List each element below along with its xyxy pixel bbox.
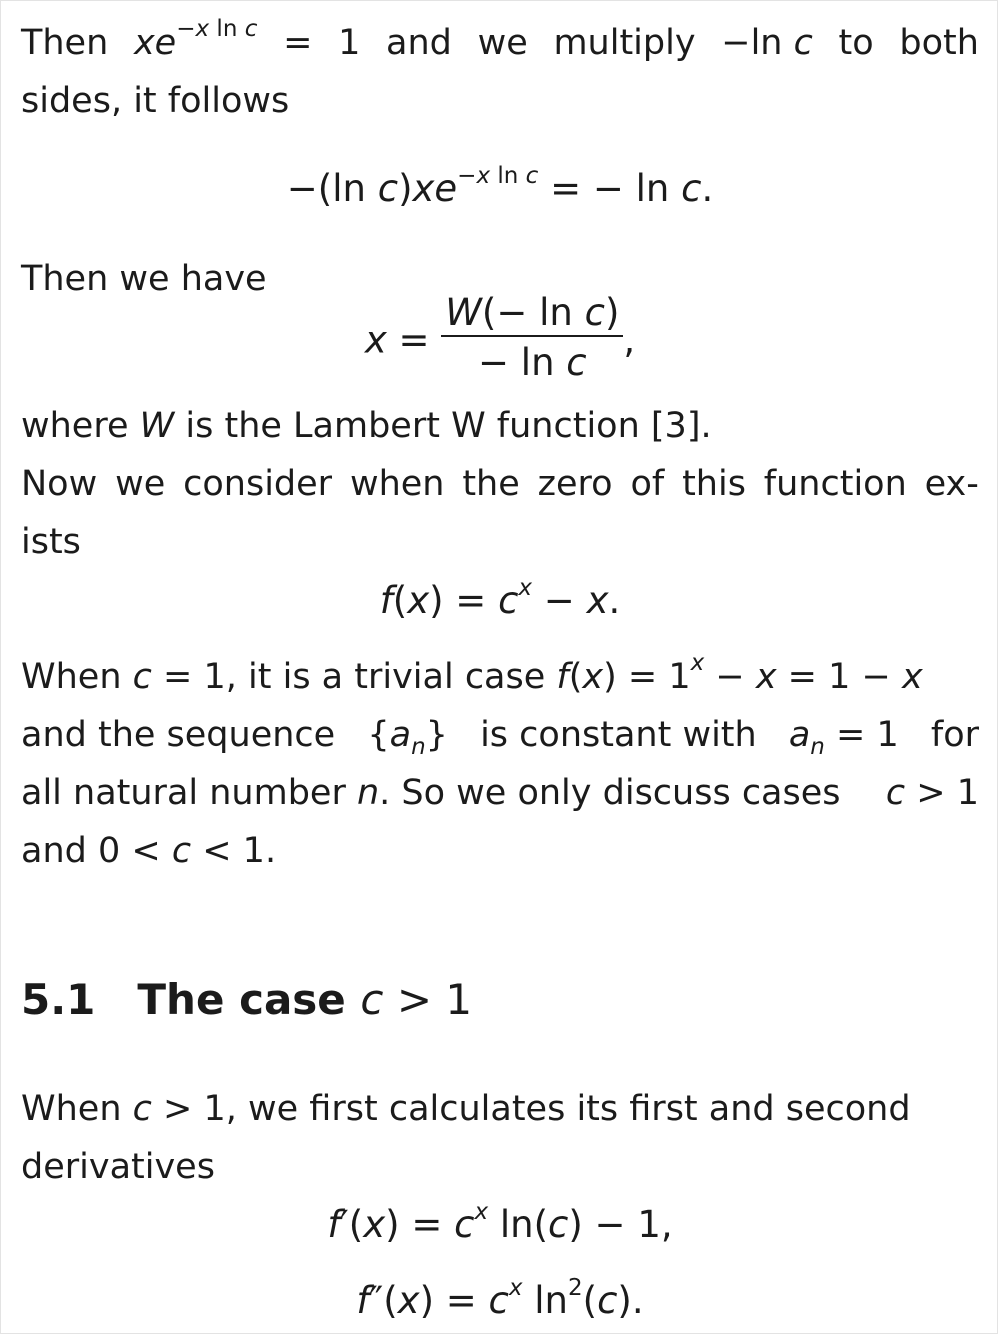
text-word: when xyxy=(349,464,445,504)
inline-math: c > 1 xyxy=(360,975,473,1024)
inline-math: c > 1 xyxy=(132,1089,226,1129)
text-word: we xyxy=(115,464,166,504)
inline-math: $a_n = 1$ xyxy=(788,715,899,760)
inline-math: c = 1 xyxy=(132,657,226,697)
text-span: for xyxy=(930,715,979,755)
display-equation: −(ln $c)xe^{-x ln c}$ = − ln c. xyxy=(286,163,714,210)
inline-math: $xe^{-x ln c}$ xyxy=(133,16,258,63)
paragraph-line: sides, it follows xyxy=(21,81,290,121)
paragraph-line xyxy=(21,772,979,814)
text-span: where xyxy=(21,406,129,446)
paragraph-line: Then we have xyxy=(21,259,267,299)
section-number: 5.1 xyxy=(21,975,96,1024)
text-word: consider xyxy=(183,464,333,504)
paragraph-line xyxy=(21,830,979,872)
paper-page xyxy=(21,1,979,1335)
text-span: and xyxy=(21,831,87,871)
section-title: The case xyxy=(137,975,346,1024)
text-word: the xyxy=(462,464,520,504)
text-word: both xyxy=(899,23,979,63)
paragraph-line xyxy=(21,650,979,698)
inline-math: = xyxy=(283,23,313,63)
inline-math: $f(x) = 1^x - x = 1 - x$ xyxy=(556,650,923,697)
text-span: and the sequence xyxy=(21,715,336,755)
paragraph-line xyxy=(21,16,979,64)
display-equation: x = $\frac{\text{W(− ln c)}}{\text{− ln c}}$ , xyxy=(21,291,979,389)
paragraph-line xyxy=(21,463,979,505)
text-word: Then xyxy=(21,23,109,63)
paragraph-line xyxy=(21,714,979,760)
display-equation: $f'(x) = c^x$ ln(c) − 1, xyxy=(327,1199,673,1246)
display-equation: $f''(x) = c^x$ $\ln^2(c)$. xyxy=(356,1275,644,1322)
paragraph-line: derivatives xyxy=(21,1147,215,1187)
text-word: and xyxy=(386,23,452,63)
section-heading xyxy=(21,975,472,1025)
paragraph-line xyxy=(21,405,979,447)
text-word: zero xyxy=(537,464,613,504)
inline-math: c > 1 xyxy=(885,773,979,813)
text-span: is constant with xyxy=(480,715,757,755)
text-word: function xyxy=(763,464,907,504)
text-span: all natural number n. So we only discuss cases xyxy=(21,773,841,813)
text-word: of xyxy=(630,464,665,504)
paragraph-line: ists xyxy=(21,522,81,562)
inline-math: $\{a_n\}$ xyxy=(367,715,448,760)
text-span: , we first calculates its first and second xyxy=(225,1089,911,1129)
text-word: Now xyxy=(21,464,98,504)
display-equation: $f(x) = c^x - x$. xyxy=(379,575,621,622)
text-span: , it is a trivial case xyxy=(225,657,546,697)
fraction: $\frac{\text{W(− ln c)}}{\text{− ln c}}$ xyxy=(441,291,623,389)
text-span: When xyxy=(21,657,122,697)
inline-math: W xyxy=(139,406,175,446)
inline-math: 0 < c < 1. xyxy=(98,831,277,871)
text-word: we xyxy=(477,23,528,63)
paragraph-line xyxy=(21,1088,979,1130)
text-word: this xyxy=(682,464,746,504)
inline-math: 1 xyxy=(338,23,361,63)
text-word: multiply xyxy=(553,23,696,63)
text-span: is the Lambert W function [3]. xyxy=(185,406,712,446)
text-word: to xyxy=(838,23,874,63)
text-word: ex- xyxy=(924,464,979,504)
inline-math: −ln c xyxy=(721,23,813,63)
text-span: When xyxy=(21,1089,122,1129)
